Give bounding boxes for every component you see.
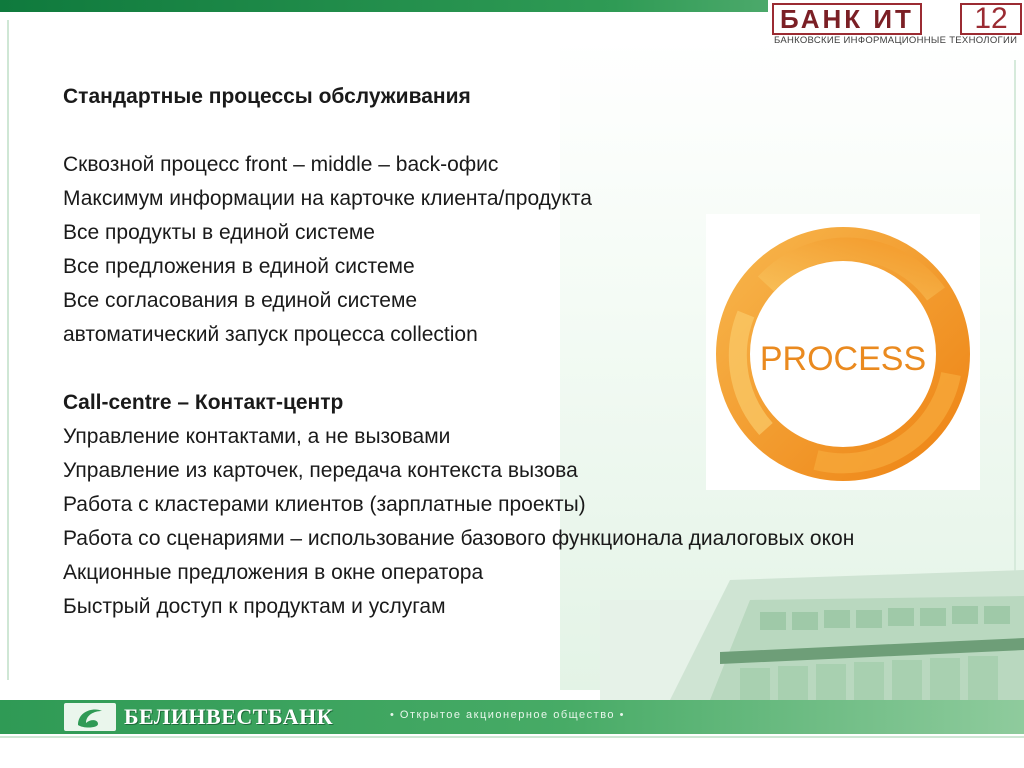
- list-item: Все согласования в единой системе: [63, 289, 418, 312]
- list-item: Работа со сценариями – использование базового функционала диалоговых окон: [63, 527, 855, 550]
- process-graphic: [706, 214, 980, 490]
- section1-title: Стандартные процессы обслуживания: [63, 85, 471, 108]
- list-item: автоматический запуск процесса collection: [63, 323, 478, 346]
- list-item: Работа с кластерами клиентов (зарплатные проекты): [63, 493, 586, 516]
- bank-subtitle: • Открытое акционерное общество •: [390, 709, 625, 721]
- list-item: Быстрый доступ к продуктам и услугам: [63, 595, 446, 618]
- bank-name: БЕЛИНВЕСТБАНК: [124, 704, 334, 729]
- process-label: PROCESS: [759, 340, 927, 378]
- process-ring-icon: [706, 214, 980, 490]
- belinvestbank-logo-icon: [64, 703, 116, 731]
- section2-title: Call-centre – Контакт-центр: [63, 391, 344, 414]
- bank-it-logo: [768, 0, 1024, 48]
- left-divider: [7, 20, 9, 680]
- list-item: Максимум информации на карточке клиента/продукта: [63, 187, 592, 210]
- logo-number: 12: [960, 3, 1022, 35]
- logo-subtitle: БАНКОВСКИЕ ИНФОРМАЦИОННЫЕ ТЕХНОЛОГИИ: [774, 35, 1018, 46]
- list-item: Управление из карточек, передача контекста вызова: [63, 459, 578, 482]
- bottom-divider: [0, 736, 1024, 738]
- logo-main-text: БАНК ИТ: [772, 3, 922, 35]
- list-item: Все продукты в единой системе: [63, 221, 375, 244]
- bottom-blank: [0, 734, 1024, 768]
- list-item: Все предложения в единой системе: [63, 255, 415, 278]
- list-item: Акционные предложения в окне оператора: [63, 561, 484, 584]
- list-item: Сквозной процесс front – middle – back-офис: [63, 153, 499, 176]
- list-item: Управление контактами, а не вызовами: [63, 425, 451, 448]
